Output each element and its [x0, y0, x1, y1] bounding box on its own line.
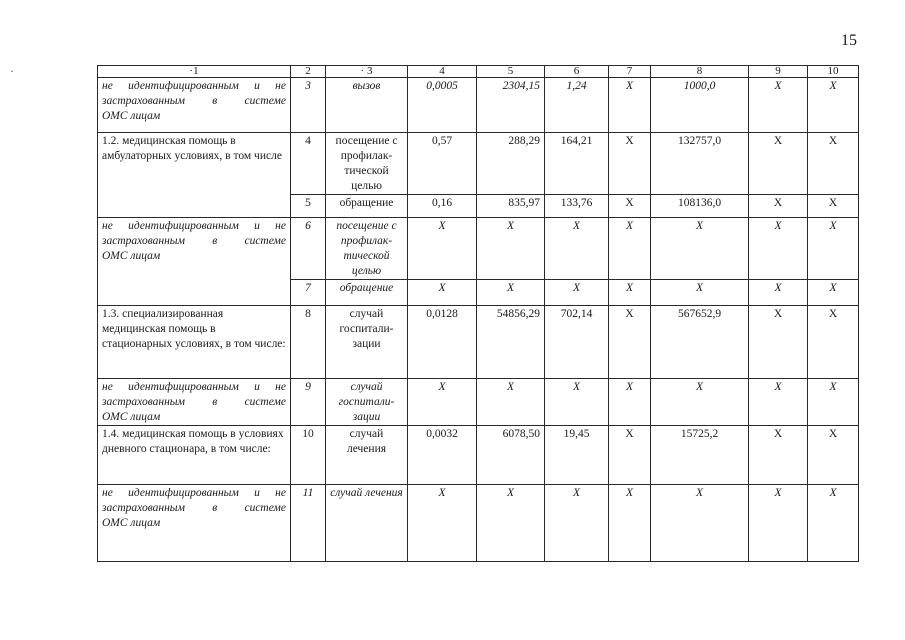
row-number: 9	[291, 379, 326, 426]
value-cell: Х	[609, 485, 651, 562]
value-cell: Х	[651, 218, 749, 280]
header-cell: 2	[291, 66, 326, 78]
label-line: не идентифицированным и не	[102, 381, 286, 393]
value-cell: Х	[609, 426, 651, 485]
value-cell: Х	[808, 306, 859, 379]
value-cell: 0,57	[408, 133, 477, 195]
value-cell: Х	[808, 78, 859, 133]
row-number: 10	[291, 426, 326, 485]
value-cell: Х	[545, 379, 609, 426]
value-cell: Х	[749, 133, 808, 195]
value-cell: 288,29	[477, 133, 545, 195]
page-number: 15	[841, 32, 857, 49]
value-cell: Х	[545, 485, 609, 562]
value-cell: 1000,0	[651, 78, 749, 133]
row-number: 11	[291, 485, 326, 562]
row-number: 7	[291, 280, 326, 306]
value-cell: Х	[408, 485, 477, 562]
header-cell: 9	[749, 66, 808, 78]
value-cell: Х	[651, 280, 749, 306]
label-line: ОМС лицам	[102, 411, 161, 423]
value-cell: Х	[808, 379, 859, 426]
label-line: застрахованным в системе	[102, 235, 286, 247]
header-cell: 4	[408, 66, 477, 78]
value-cell: Х	[477, 379, 545, 426]
value-cell: 15725,2	[651, 426, 749, 485]
row-number: 8	[291, 306, 326, 379]
unit-cell: случай госпитали-зации	[326, 379, 408, 426]
label-line: застрахованным в системе	[102, 502, 286, 514]
table-row	[98, 218, 859, 280]
table-row	[98, 379, 859, 426]
label-line: не идентифицированным и не	[102, 487, 286, 499]
table-row	[98, 306, 859, 379]
unit-cell: посещение с профилак-тической целью	[326, 133, 408, 195]
value-cell: Х	[749, 280, 808, 306]
unit-cell: случай госпитали-зации	[326, 306, 408, 379]
value-cell: 108136,0	[651, 195, 749, 218]
row-label: 1.3. специализированная медицинская помощь в стационарных условиях, в том числе:	[98, 306, 291, 379]
value-cell: Х	[749, 78, 808, 133]
value-cell: 0,0005	[408, 78, 477, 133]
value-cell: Х	[651, 485, 749, 562]
unit-cell: случай лечения	[326, 426, 408, 485]
value-cell: Х	[749, 195, 808, 218]
row-label	[98, 379, 291, 426]
value-cell: Х	[408, 379, 477, 426]
header-cell: 7	[609, 66, 651, 78]
value-cell: Х	[545, 218, 609, 280]
value-cell: Х	[808, 218, 859, 280]
row-label: 1.2. медицинская помощь в амбулаторных условиях, в том числе	[98, 133, 291, 218]
row-label	[98, 485, 291, 562]
value-cell: Х	[651, 379, 749, 426]
table-row	[98, 485, 859, 562]
header-cell: 8	[651, 66, 749, 78]
value-cell: Х	[808, 426, 859, 485]
value-cell: Х	[609, 306, 651, 379]
rates-table	[97, 65, 859, 562]
value-cell: 6078,50	[477, 426, 545, 485]
value-cell: Х	[609, 379, 651, 426]
value-cell: 0,0032	[408, 426, 477, 485]
value-cell: 132757,0	[651, 133, 749, 195]
label-line: ОМС лицам	[102, 517, 161, 529]
value-cell: Х	[749, 218, 808, 280]
table-row	[98, 426, 859, 485]
value-cell: Х	[477, 280, 545, 306]
label-line: не идентифицированным и не	[102, 80, 286, 92]
value-cell: 164,21	[545, 133, 609, 195]
row-number: 4	[291, 133, 326, 195]
value-cell: 19,45	[545, 426, 609, 485]
value-cell: Х	[477, 485, 545, 562]
header-cell: 5	[477, 66, 545, 78]
value-cell: 0,0128	[408, 306, 477, 379]
label-line: ОМС лицам	[102, 250, 161, 262]
unit-cell: случай лечения	[326, 485, 408, 562]
row-number: 6	[291, 218, 326, 280]
value-cell: Х	[545, 280, 609, 306]
value-cell: Х	[808, 280, 859, 306]
header-cell: 6	[545, 66, 609, 78]
row-label	[98, 78, 291, 133]
value-cell: Х	[609, 133, 651, 195]
value-cell: 567652,9	[651, 306, 749, 379]
value-cell: Х	[477, 218, 545, 280]
value-cell: 2304,15	[477, 78, 545, 133]
value-cell: 0,16	[408, 195, 477, 218]
value-cell: 835,97	[477, 195, 545, 218]
stray-mark: ·	[10, 64, 14, 78]
header-cell: ·1	[98, 66, 291, 78]
value-cell: Х	[749, 485, 808, 562]
row-label: 1.4. медицинская помощь в условиях дневного стационара, в том числе:	[98, 426, 291, 485]
value-cell: Х	[408, 280, 477, 306]
value-cell: Х	[749, 426, 808, 485]
header-cell: · 3	[326, 66, 408, 78]
label-line: не идентифицированным и не	[102, 220, 286, 232]
row-number: 5	[291, 195, 326, 218]
table-row	[98, 133, 859, 195]
value-cell: 702,14	[545, 306, 609, 379]
value-cell: 1,24	[545, 78, 609, 133]
label-line: ОМС лицам	[102, 110, 161, 122]
value-cell: Х	[609, 195, 651, 218]
value-cell: Х	[749, 306, 808, 379]
value-cell: Х	[808, 195, 859, 218]
label-line: застрахованным в системе	[102, 396, 286, 408]
value-cell: 133,76	[545, 195, 609, 218]
value-cell: Х	[609, 78, 651, 133]
unit-cell: обращение	[326, 280, 408, 306]
unit-cell: обращение	[326, 195, 408, 218]
value-cell: Х	[749, 379, 808, 426]
table-row	[98, 78, 859, 133]
header-row	[98, 66, 859, 78]
row-number: 3	[291, 78, 326, 133]
header-cell: 10	[808, 66, 859, 78]
unit-cell: посещение с профилак-тической целью	[326, 218, 408, 280]
label-line: застрахованным в системе	[102, 95, 286, 107]
unit-cell: вызов	[326, 78, 408, 133]
value-cell: Х	[808, 485, 859, 562]
row-label	[98, 218, 291, 306]
value-cell: Х	[408, 218, 477, 280]
value-cell: 54856,29	[477, 306, 545, 379]
value-cell: Х	[609, 280, 651, 306]
value-cell: Х	[609, 218, 651, 280]
value-cell: Х	[808, 133, 859, 195]
